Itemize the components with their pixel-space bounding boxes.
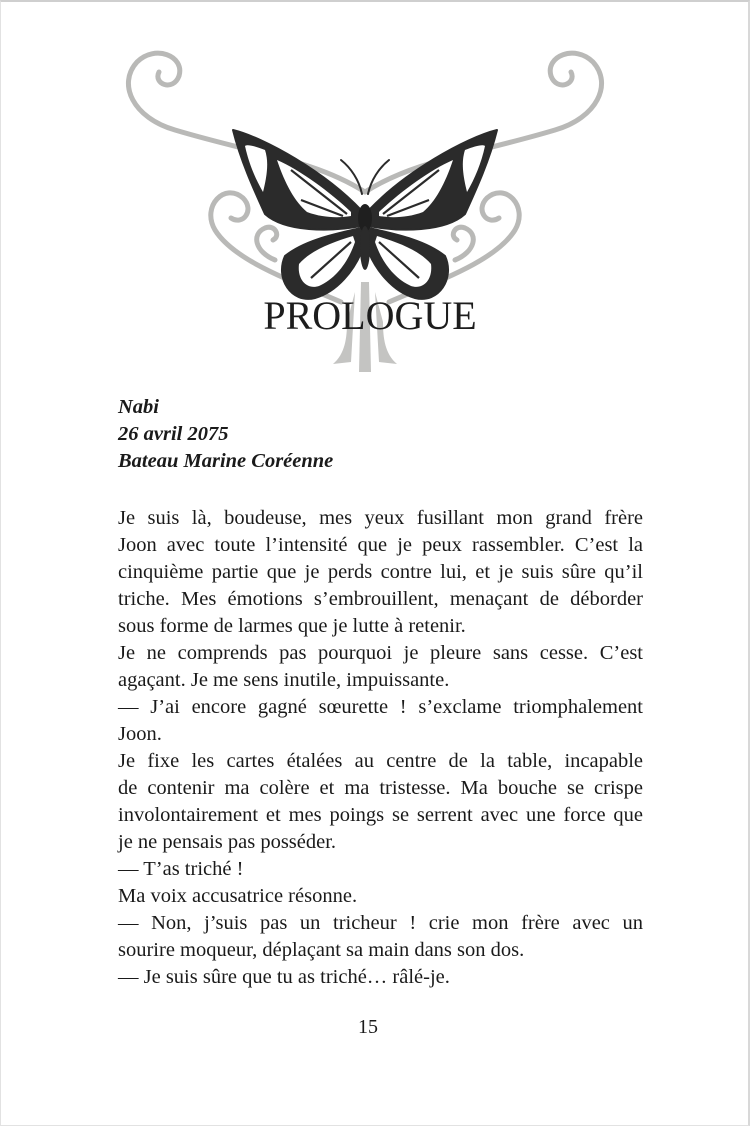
text-line: — T’as triché ! <box>118 858 244 880</box>
text-line: involontairement et mes poings se serrent avec une force que <box>118 804 643 826</box>
scene-location: Bateau Marine Coréenne <box>118 450 334 472</box>
narrator-name: Nabi <box>118 396 159 418</box>
text-line: — Je suis sûre que tu as triché… râlé-je. <box>118 966 450 988</box>
text-line: je ne pensais pas posséder. <box>118 831 337 853</box>
text-line: sous forme de larmes que je lutte à retenir. <box>118 615 466 637</box>
scene-header <box>118 394 333 475</box>
chapter-title: PROLOGUE <box>263 293 477 338</box>
text-line: cinquième partie que je perds contre lui, et je suis sûre qu’il <box>118 561 643 583</box>
text-line: Joon avec toute l’intensité que je peux rassembler. C’est la <box>118 534 643 556</box>
text-line: Je ne comprends pas pourquoi je pleure sans cesse. C’est <box>118 642 643 664</box>
text-line: Joon. <box>118 723 162 745</box>
text-line: Je fixe les cartes étalées au centre de la table, incapable <box>118 750 643 772</box>
page-number: 15 <box>358 1016 378 1038</box>
text-line: Ma voix accusatrice résonne. <box>118 885 358 907</box>
text-line: — J’ai encore gagné sœurette ! s’exclame triomphalement <box>118 696 643 718</box>
text-line: agaçant. Je me sens inutile, impuissante. <box>118 669 450 691</box>
text-line: triche. Mes émotions s’embrouillent, menaçant de déborder <box>118 588 643 610</box>
text-line: de contenir ma colère et ma tristesse. Ma bouche se crispe <box>118 777 643 799</box>
text-line: — Non, j’suis pas un tricheur ! crie mon frère avec un <box>118 912 643 934</box>
scene-date: 26 avril 2075 <box>118 423 229 445</box>
text-line: sourire moqueur, déplaçant sa main dans son dos. <box>118 939 525 961</box>
body-text <box>118 505 643 991</box>
text-line: Je suis là, boudeuse, mes yeux fusillant mon grand frère <box>118 507 643 529</box>
